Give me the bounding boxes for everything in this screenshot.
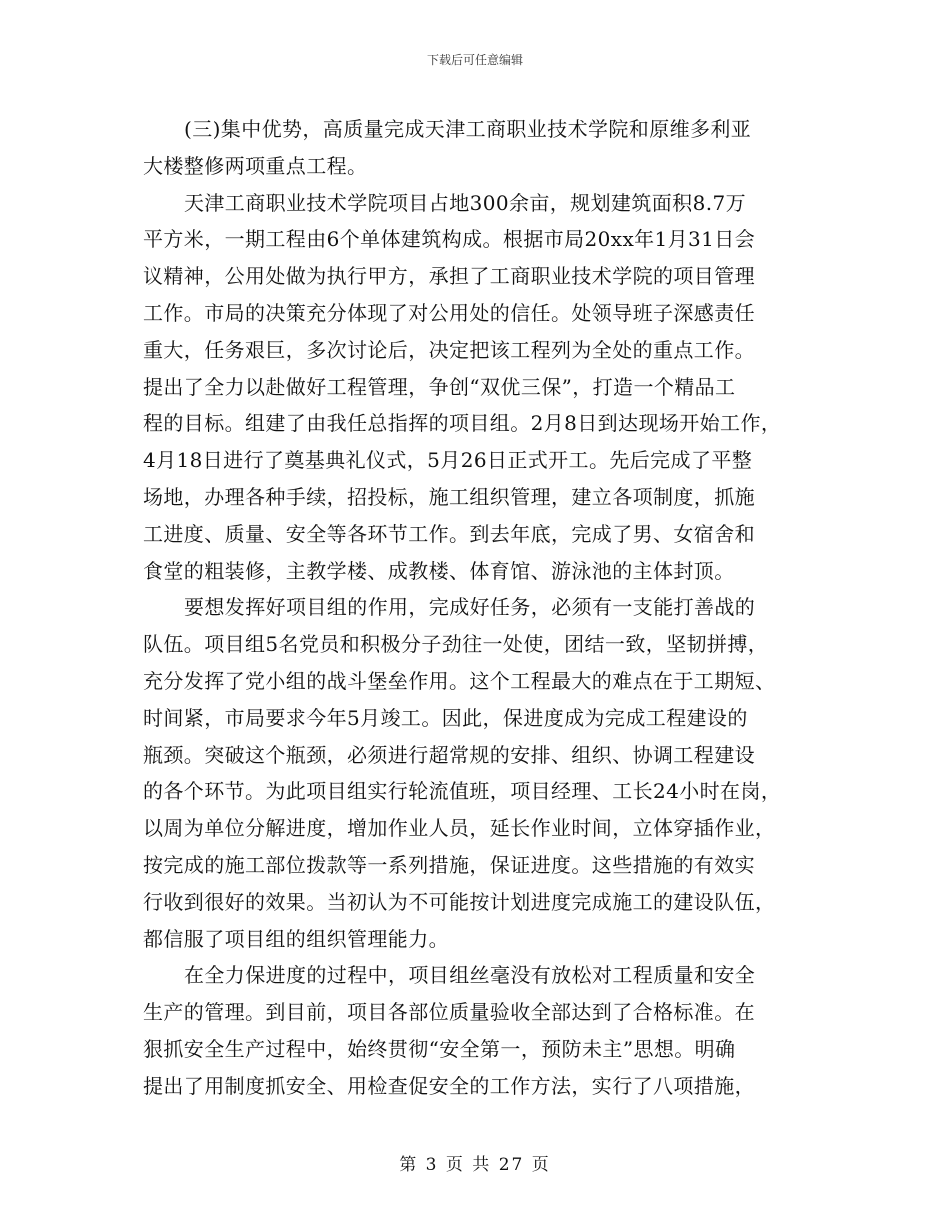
- paragraph-line: 议精神，公用处做为执行甲方，承担了工商职业技术学院的项目管理: [143, 264, 755, 289]
- paragraph-line: 时间紧，市局要求今年5月竣工。因此，保进度成为完成工程建设的: [143, 705, 748, 730]
- paragraph-line: 瓶颈。突破这个瓶颈，必须进行超常规的安排、组织、协调工程建设: [143, 742, 755, 767]
- document-body: [143, 111, 815, 1105]
- paragraph-line: 行收到很好的效果。当初认为不可能按计划进度完成施工的建设队伍，: [143, 889, 776, 914]
- paragraph-line: 工进度、质量、安全等各环节工作。到去年底，完成了男、女宿舍和: [143, 521, 755, 546]
- paragraph-line: 充分发挥了党小组的战斗堡垒作用。这个工程最大的难点在于工期短、: [143, 668, 776, 693]
- paragraph-line: 在全力保进度的过程中，项目组丝毫没有放松对工程质量和安全: [184, 963, 756, 988]
- paragraph-line: 提出了全力以赴做好工程管理，争创“双优三保”，打造一个精品工: [143, 374, 736, 399]
- paragraph-line: 提出了用制度抓安全、用检查促安全的工作方法，实行了八项措施，: [143, 1073, 755, 1098]
- paragraph-line: 天津工商职业技术学院项目占地300余亩，规划建筑面积8.7万: [184, 190, 746, 215]
- paragraph-line: 大楼整修两项重点工程。: [143, 153, 368, 178]
- paragraph-line: 平方米，一期工程由6个单体建筑构成。根据市局20xx年1月31日会: [143, 227, 756, 252]
- paragraph-line: 工作。市局的决策充分体现了对公用处的信任。处领导班子深感责任: [143, 300, 755, 325]
- page-header: 下载后可任意编辑: [426, 53, 523, 67]
- paragraph-line: 生产的管理。到目前，项目各部位质量验收全部达到了合格标准。在: [143, 1000, 755, 1025]
- paragraph-line: 4月18日进行了奠基典礼仪式，5月26日正式开工。先后完成了平整: [143, 448, 753, 473]
- paragraph-line: 重大，任务艰巨，多次讨论后，决定把该工程列为全处的重点工作。: [143, 337, 755, 362]
- paragraph-line: 要想发挥好项目组的作用，完成好任务，必须有一支能打善战的: [184, 595, 756, 620]
- paragraph-line: 场地，办理各种手续，招投标，施工组织管理，建立各项制度，抓施: [143, 484, 755, 509]
- paragraph-line: 以周为单位分解进度，增加作业人员，延长作业时间，立体穿插作业，: [143, 816, 776, 841]
- paragraph-line: 食堂的粗装修，主教学楼、成教楼、体育馆、游泳池的主体封顶。: [143, 558, 735, 583]
- paragraph-line: 都信服了项目组的组织管理能力。: [143, 926, 449, 951]
- paragraph-line: 的各个环节。为此项目组实行轮流值班，项目经理、工长24小时在岗，: [143, 779, 782, 804]
- paragraph-line: 按完成的施工部位拨款等一系列措施，保证进度。这些措施的有效实: [143, 852, 755, 877]
- paragraph-line: 狠抓安全生产过程中，始终贯彻“安全第一，预防未主”思想。明确: [143, 1036, 736, 1061]
- paragraph-line: (三)集中优势，高质量完成天津工商职业技术学院和原维多利亚: [184, 117, 752, 141]
- paragraph-line: 队伍。项目组5名党员和积极分子劲往一处使，团结一致，坚韧拼搏，: [143, 632, 769, 657]
- page-footer: 第 3 页 共 27 页: [399, 1155, 551, 1175]
- paragraph-line: 程的目标。组建了由我任总指挥的项目组。2月8日到达现场开始工作，: [143, 411, 782, 436]
